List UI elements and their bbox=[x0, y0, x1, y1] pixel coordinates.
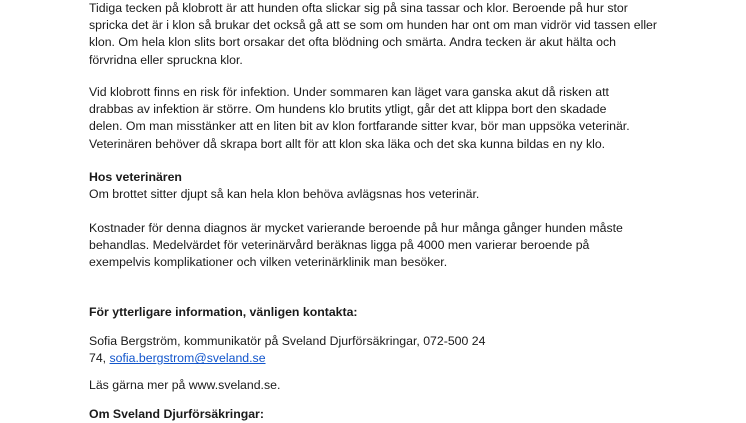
costs-paragraph bbox=[89, 220, 689, 272]
read-more-block bbox=[89, 377, 689, 394]
text-line: Vid klobrott finns en risk för infektion. Under sommaren kan läget vara ganska akut då risken att bbox=[89, 85, 609, 99]
infection-paragraph bbox=[89, 84, 689, 153]
text-line: behandlas. Medelvärdet för veterinärvård beräknas ligga på 4000 men varierar beroende på bbox=[89, 238, 590, 253]
text-line: Veterinären behöver då skrapa bort allt för att klon ska läka och det ska kunna bildas en ny klo. bbox=[89, 136, 606, 151]
symptoms-paragraph bbox=[89, 0, 689, 69]
contact-heading: För ytterligare information, vänligen kontakta: bbox=[89, 305, 358, 319]
text-line: exempelvis komplikationer och vilken veterinärklinik man besöker. bbox=[89, 255, 448, 270]
contact-line: Sofia Bergström, kommunikatör på Sveland Djurförsäkringar, 072-500 24 bbox=[89, 334, 486, 348]
text-line: delen. Om man misstänker att en liten bit av klon fortfarande sitter kvar, bör man uppsöka veterinär. bbox=[89, 119, 630, 134]
text-line: klon. Om hela klon slits bort orsakar det ofta blödning och smärta. Andra tecken är akut hälta och bbox=[89, 35, 617, 50]
vet-section bbox=[89, 169, 689, 203]
text-line: förvridna eller spruckna klor. bbox=[89, 52, 243, 67]
contact-line-email bbox=[89, 350, 689, 367]
contact-phone-suffix: 74, bbox=[89, 351, 110, 366]
email-link[interactable]: sofia.bergstrom@sveland.se bbox=[109, 351, 266, 366]
text-line: Kostnader för denna diagnos är mycket varierande beroende på hur många gånger hunden måste bbox=[89, 221, 623, 235]
text-line: Om brottet sitter djupt så kan hela klon behöva avlägsnas hos veterinär. bbox=[89, 187, 480, 202]
contact-details bbox=[89, 333, 689, 367]
about-heading: Om Sveland Djurförsäkringar: bbox=[89, 407, 264, 421]
read-more-text: Läs gärna mer på www.sveland.se. bbox=[89, 378, 281, 392]
contact-heading-block bbox=[89, 304, 689, 321]
text-line: Tidiga tecken på klobrott är att hunden ofta slickar sig på sina tassar och klor. Beroende på hur stor bbox=[89, 1, 628, 15]
section-heading: Hos veterinären bbox=[89, 170, 182, 184]
text-line: spricka det är i klon så brukar det också gå att se som om hunden har ont om man vidrör vid tassen eller bbox=[89, 18, 657, 33]
text-line: drabbas av infektion är större. Om hundens klo brutits ytligt, går det att klippa bort den skadade bbox=[89, 102, 607, 117]
about-block bbox=[89, 406, 689, 423]
